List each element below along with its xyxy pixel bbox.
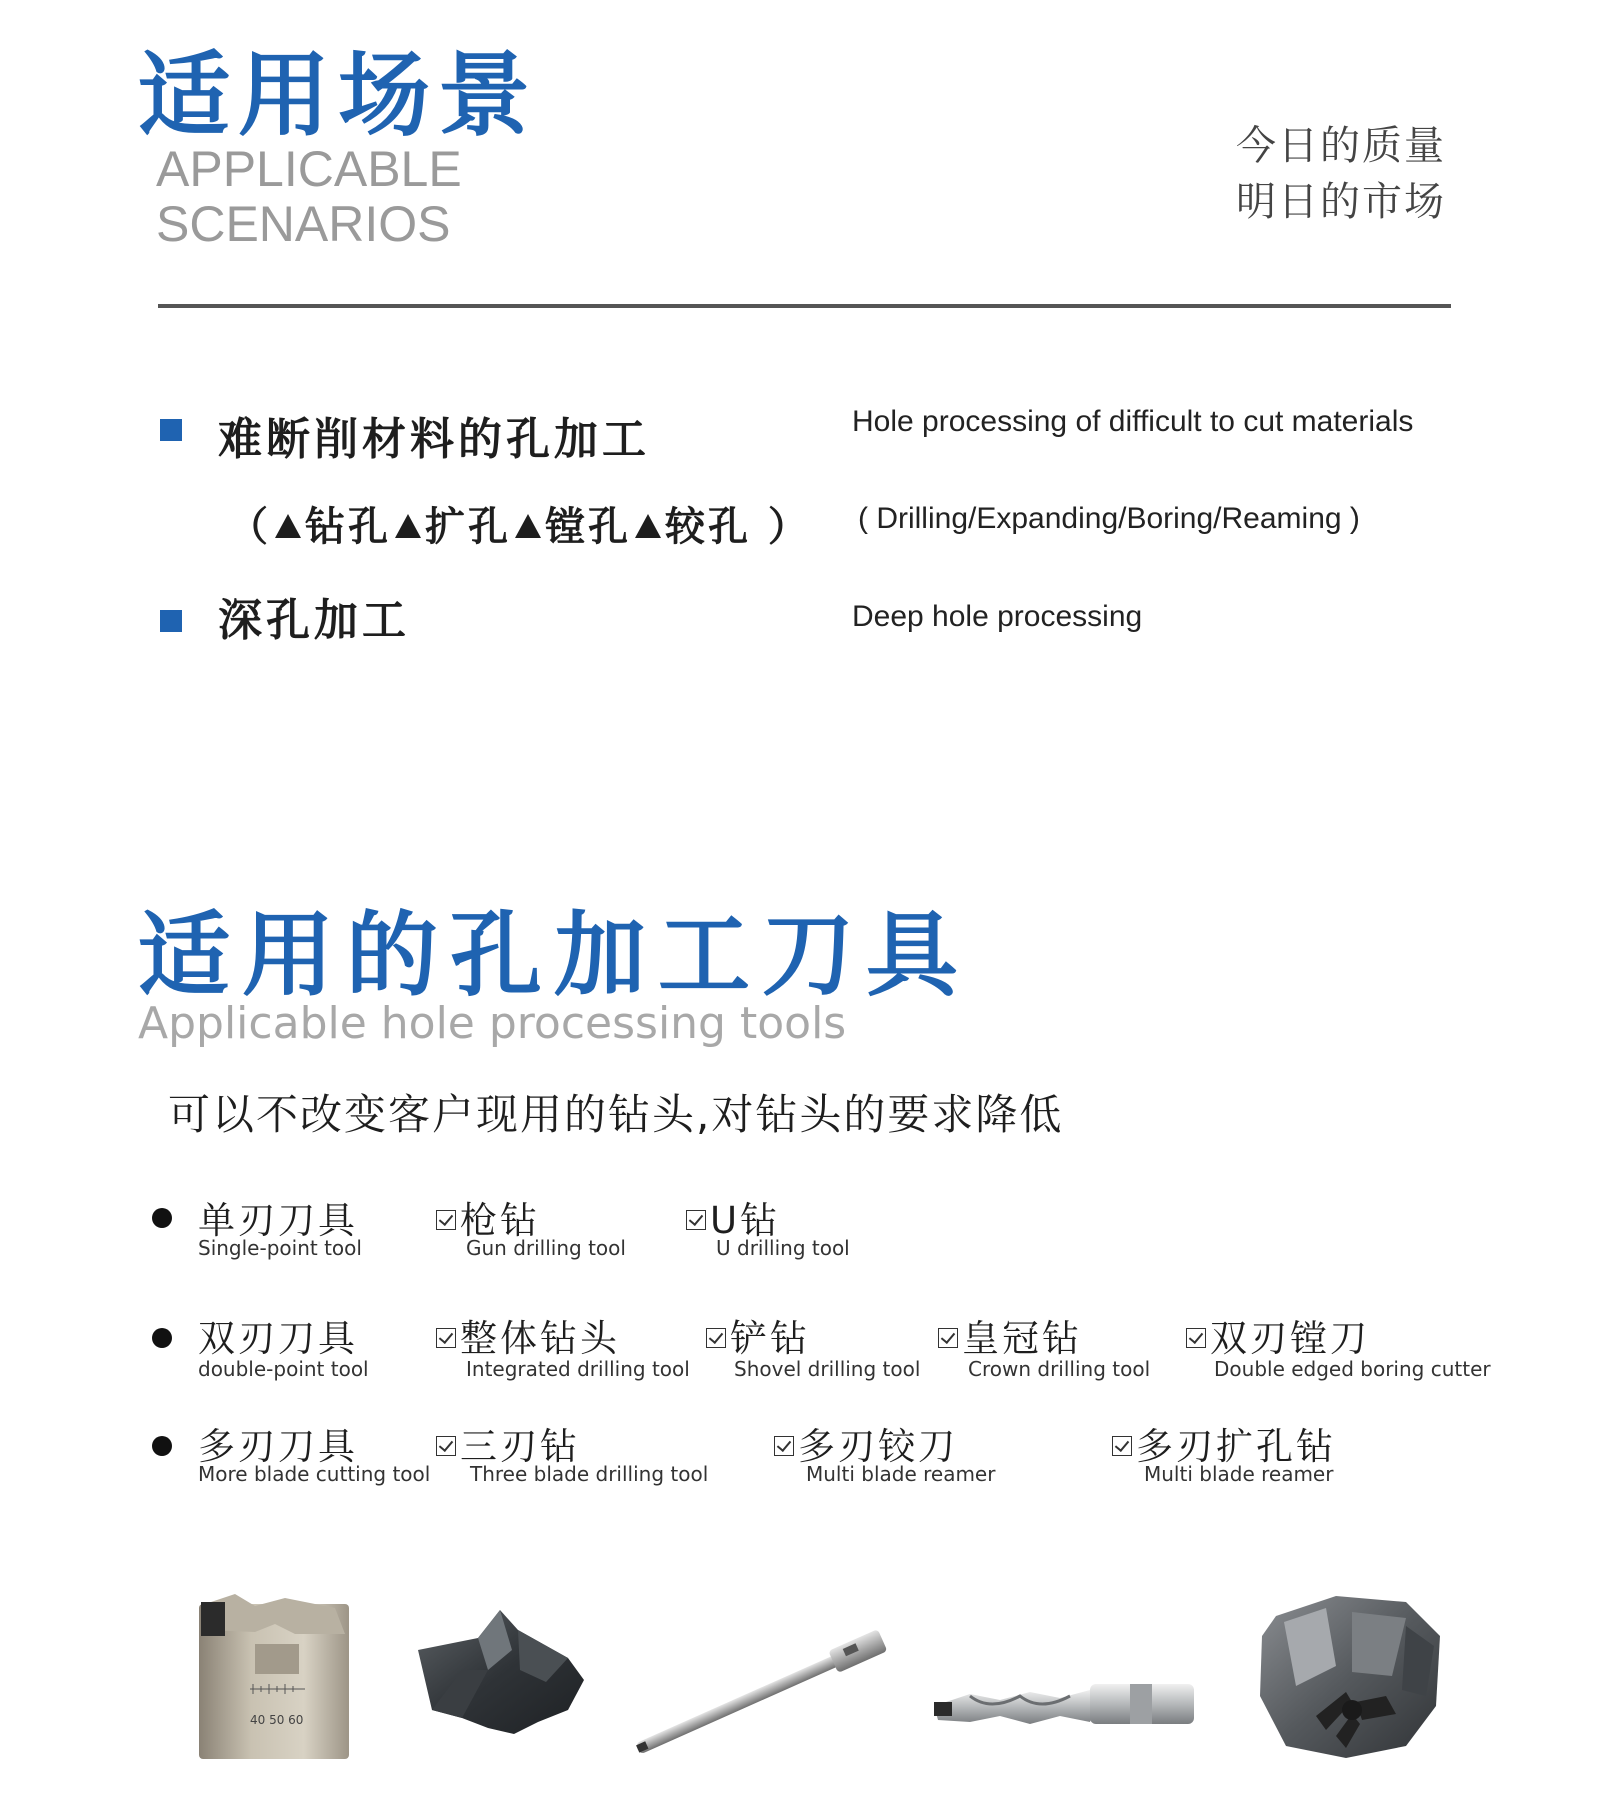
tool-boring-cutter-en: Double edged boring cutter [1214, 1357, 1491, 1381]
checkbox-icon [686, 1210, 706, 1230]
crown-reamer-photo [1256, 1596, 1446, 1760]
paren-open: （ [228, 504, 271, 550]
checkbox-icon [1112, 1436, 1132, 1456]
checkbox-icon [938, 1328, 958, 1348]
scenario-1-en: Hole processing of difficult to cut materials [852, 405, 1414, 438]
checkbox-icon [1186, 1328, 1206, 1348]
section-divider [158, 304, 1451, 308]
checkbox-icon [774, 1436, 794, 1456]
section2-subtitle: Applicable hole processing tools [138, 998, 847, 1049]
section1-subtitle-line1: APPLICABLE [156, 141, 462, 197]
tool-three-blade-cn: 三刃钻 [460, 1425, 580, 1468]
tool-multi-expanding-en: Multi blade reamer [1144, 1462, 1334, 1486]
scenario-2-en: Deep hole processing [852, 600, 1143, 633]
category-double-en: double-point tool [198, 1357, 369, 1381]
tool-crown-drill-en: Crown drilling tool [968, 1357, 1151, 1381]
checkbox-icon [706, 1328, 726, 1348]
lead-statement: 可以不改变客户现用的钻头,对钻头的要求降低 [168, 1090, 1064, 1139]
checkbox-icon [436, 1328, 456, 1348]
sub-boring: 镗孔 [545, 504, 631, 550]
tool-multi-expanding-cn: 多刃扩孔钻 [1136, 1425, 1336, 1468]
spade-drill-photo [930, 1666, 1200, 1750]
boring-head-photo [195, 1594, 355, 1762]
tool-integrated-drill-cn: 整体钻头 [460, 1317, 620, 1360]
category-single-cn: 单刃刀具 [198, 1199, 358, 1242]
scenario-1-sub-cn [228, 495, 811, 552]
bullet-dot [152, 1436, 172, 1456]
drill-insert-photo [418, 1610, 586, 1738]
section2-title: 适用的孔加工刀具 [138, 902, 971, 1009]
checkbox-icon [436, 1210, 456, 1230]
section1-subtitle-line2: SCENARIOS [156, 196, 451, 252]
tool-integrated-drill [436, 1308, 620, 1362]
bullet-square [160, 610, 182, 632]
tool-shovel-drill-en: Shovel drilling tool [734, 1357, 921, 1381]
tool-crown-drill [938, 1308, 1082, 1362]
tool-shovel-drill-cn: 铲钻 [730, 1317, 810, 1360]
tool-boring-cutter [1186, 1308, 1370, 1362]
category-double-cn: 双刃刀具 [198, 1317, 358, 1360]
sub-reaming: 较孔 ） [665, 504, 811, 550]
tool-multi-reamer-cn: 多刃铰刀 [798, 1425, 958, 1468]
scenario-1-cn: 难断削材料的孔加工 [218, 414, 650, 465]
tool-gun-drill-en: Gun drilling tool [466, 1236, 626, 1260]
bullet-dot [152, 1208, 172, 1228]
section1-title: 适用场景 [138, 42, 539, 149]
tool-u-drill-cn: U钻 [710, 1199, 781, 1242]
tool-u-drill-en: U drilling tool [716, 1236, 850, 1260]
triangle-icon [275, 514, 301, 538]
triangle-icon [395, 514, 421, 538]
category-single-en: Single-point tool [198, 1236, 362, 1260]
gun-drill-photo [628, 1618, 904, 1768]
tool-gun-drill-cn: 枪钻 [460, 1199, 540, 1242]
tool-multi-reamer-en: Multi blade reamer [806, 1462, 996, 1486]
bullet-dot [152, 1328, 172, 1348]
tool-integrated-drill-en: Integrated drilling tool [466, 1357, 690, 1381]
bullet-square [160, 419, 182, 441]
category-multi-en: More blade cutting tool [198, 1462, 431, 1486]
photo-scale-text: 40 50 60 [250, 1713, 304, 1727]
category-multi-cn: 多刃刀具 [198, 1425, 358, 1468]
triangle-icon [635, 514, 661, 538]
checkbox-icon [436, 1436, 456, 1456]
sub-expanding: 扩孔 [425, 504, 511, 550]
slogan-line2: 明日的市场 [1236, 179, 1446, 225]
tool-three-blade-en: Three blade drilling tool [470, 1462, 709, 1486]
sub-drilling: 钻孔 [305, 504, 391, 550]
tool-shovel-drill [706, 1308, 810, 1362]
tool-crown-drill-cn: 皇冠钻 [962, 1317, 1082, 1360]
slogan-line1: 今日的质量 [1236, 123, 1446, 169]
scenario-1-sub-en: ( Drilling/Expanding/Boring/Reaming ) [858, 502, 1360, 535]
triangle-icon [515, 514, 541, 538]
scenario-2-cn: 深孔加工 [218, 595, 410, 646]
tool-boring-cutter-cn: 双刃镗刀 [1210, 1317, 1370, 1360]
